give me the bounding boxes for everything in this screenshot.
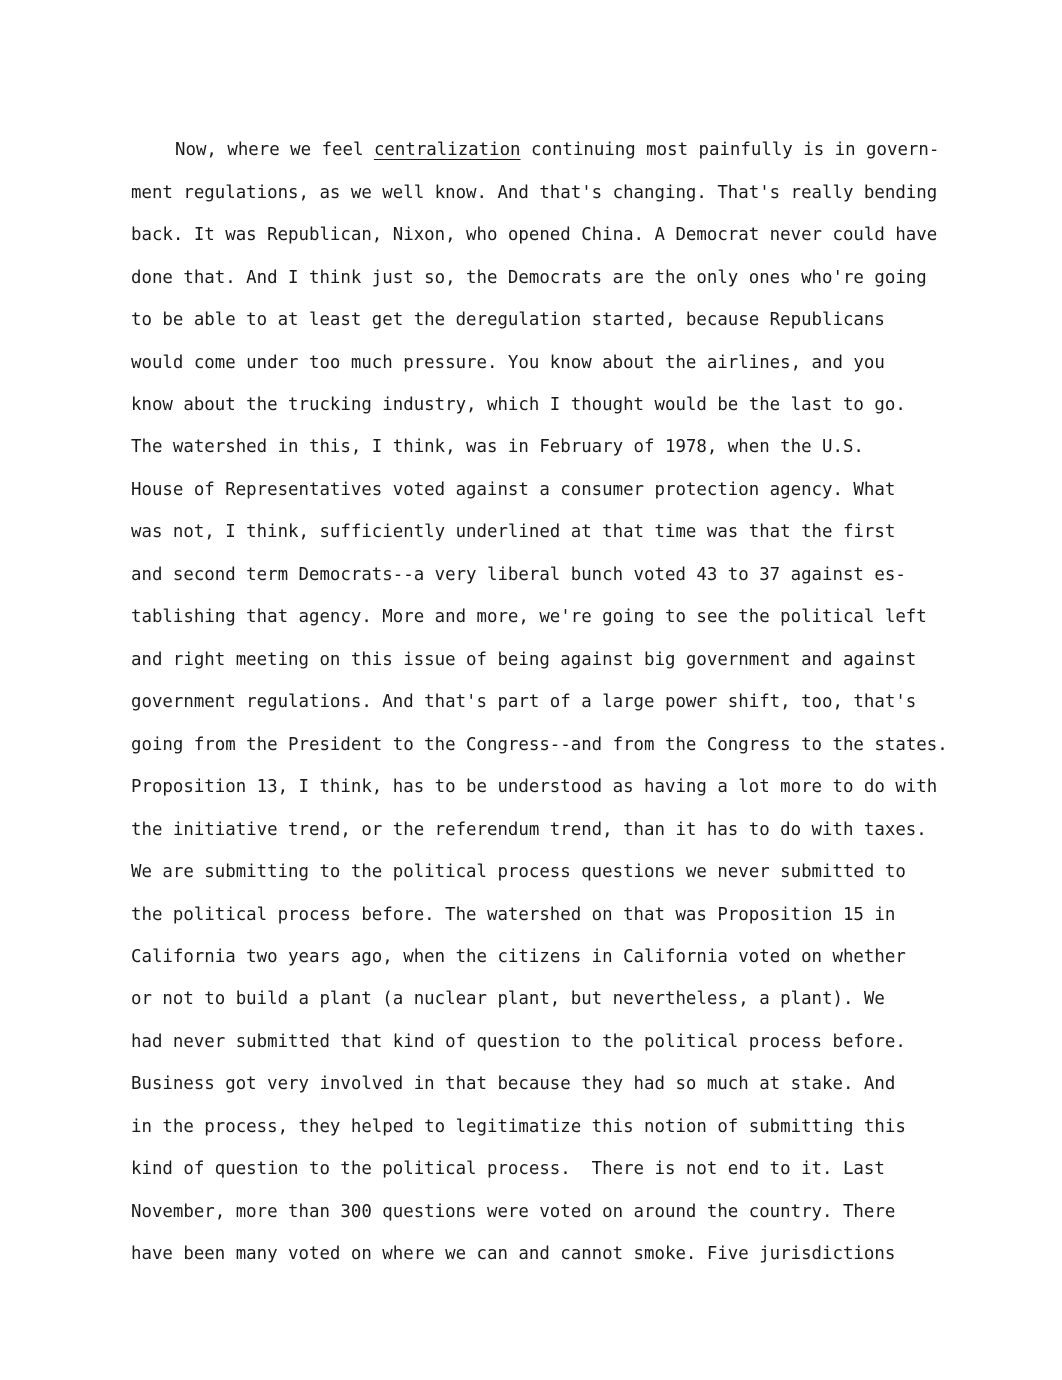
text-line: have been many voted on where we can and cannot smoke. Five jurisdictions xyxy=(131,1244,896,1264)
text-line: in the process, they helped to legitimatize this notion of submitting this xyxy=(131,1117,906,1137)
text-line: government regulations. And that's part of a large power shift, too, that's xyxy=(131,692,917,712)
text-line: the initiative trend, or the referendum trend, than it has to do with taxes. xyxy=(131,820,927,840)
text-line: The watershed in this, I think, was in February of 1978, when the U.S. xyxy=(131,437,864,457)
text-line xyxy=(175,138,939,162)
text-line: would come under too much pressure. You know about the airlines, and you xyxy=(131,353,885,373)
text-line: We are submitting to the political process questions we never submitted to xyxy=(131,862,906,882)
text-line: going from the President to the Congress--and from the Congress to the states. xyxy=(131,735,948,755)
text-line: know about the trucking industry, which I thought would be the last to go. xyxy=(131,395,906,415)
text-line: California two years ago, when the citizens in California voted on whether xyxy=(131,947,906,967)
text-line: House of Representatives voted against a consumer protection agency. What xyxy=(131,480,896,500)
text-line: kind of question to the political process. There is not end to it. Last xyxy=(131,1159,885,1179)
text-line: had never submitted that kind of question to the political process before. xyxy=(131,1032,906,1052)
text-line: was not, I think, sufficiently underlined at that time was that the first xyxy=(131,522,896,542)
text-line: Business got very involved in that because they had so much at stake. And xyxy=(131,1074,896,1094)
underlined-word: centralization xyxy=(373,140,521,160)
text-line: the political process before. The watershed on that was Proposition 15 in xyxy=(131,905,896,925)
text-line: November, more than 300 questions were voted on around the country. There xyxy=(131,1202,896,1222)
text-segment: Now, where we feel xyxy=(175,140,374,160)
text-line: and right meeting on this issue of being against big government and against xyxy=(131,650,917,670)
text-line: done that. And I think just so, the Democrats are the only ones who're going xyxy=(131,268,927,288)
text-line: to be able to at least get the deregulation started, because Republicans xyxy=(131,310,885,330)
text-line: back. It was Republican, Nixon, who opened China. A Democrat never could have xyxy=(131,225,938,245)
text-line: Proposition 13, I think, has to be understood as having a lot more to do with xyxy=(131,777,938,797)
text-line: or not to build a plant (a nuclear plant, but nevertheless, a plant). We xyxy=(131,989,885,1009)
text-line: ment regulations, as we well know. And that's changing. That's really bending xyxy=(131,183,938,203)
text-line: tablishing that agency. More and more, we're going to see the political left xyxy=(131,607,927,627)
text-segment: continuing most painfully is in govern- xyxy=(520,140,940,160)
text-line: and second term Democrats--a very liberal bunch voted 43 to 37 against es- xyxy=(131,565,906,585)
